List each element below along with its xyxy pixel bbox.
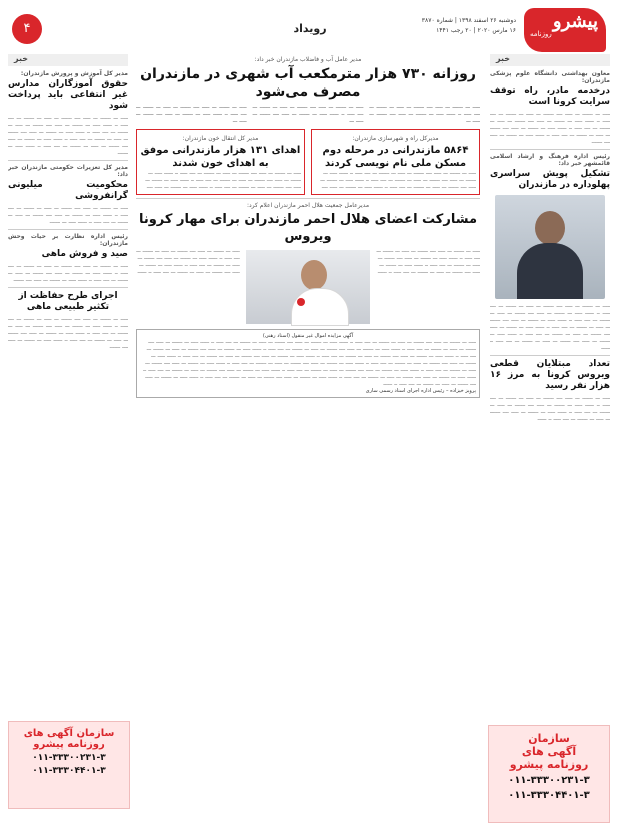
- legal-notice-signature: پرویز خیزاده – رئیس اداره اجرای اسناد رسمی ساری: [365, 388, 476, 394]
- box-housing: مدیرکل راه و شهرسازی مازندران: ۵۸۶۴ مازندرانی در مرحله دوم مسکن ملی نام نویسی کردند ـــــ ـــ ـــــــ ـــ ـــــ ــــ ـــــــ ـــ ـــــ ـــ ـــــــ ـــ ــــ ـــــ ــ ــــــ ـــــ ـــ ـــــــ ـــ ـــــ ــــ ـــــــ ـــ ـــــ ـــ ـــــــ ـــ ــــ ـــــ ــ ــــــ ـــــ ـــ ـــــــ ـــ ـــــ ــــ ـــــــ ـــ ـــــ ـــ ـــــــ ـــ ــــ ـــــ ــ ــــــ ـــــ ـــ ـــــــ ـــ ـــــ ــــ: [311, 129, 480, 195]
- right-story2-title: تشکیل پویش سراسری پهلوداره در مازندران: [490, 169, 610, 190]
- date-line-2: ۱۶ مارس ۲۰۲۰ | ۲۰ رجب ۱۴۴۱: [436, 27, 516, 34]
- right-ad-line-2: آگهی های: [521, 745, 577, 758]
- right-body-3: ـــــ ـــ ـــــــ ـــ ـــــ ــــ ـــــــ ـــ ـــــ ـــ ـــــــ ـــ ــــ ـــــ ــ ــــــ ـــــ ـــ ـــــــ ـــ ـــــ ــــ ـــــــ ـــ ـــــ ـــ ـــــــ ـــ ــــ ـــــ ــ ــــــ ـــــ ـــ ـــــــ ـــ ـــــ ــــ ـــــــ ـــ ـــــ ـــ ـــــــ ـــ ــــ ـــــ ــ ــــــ: [490, 395, 610, 422]
- left-body-2: ـــــ ـــ ـــــــ ـــ ـــــ ــــ ـــــــ ـــ ـــــ ـــ ـــــــ ـــ ــــ ـــــ ــ ــــــ ـــــ ـــ ـــــــ ـــ ـــــ ــــ ـــــــ ـــ ـــــ ـــ ـــــــ ـــ ــــ ـــــ ــ ــــــ ـــــ ـــ ـــــــ: [8, 205, 128, 225]
- right-story2-kicker: رئیس اداره فرهنگ و ارشاد اسلامی قائمشهر خبر داد:: [490, 153, 610, 167]
- logo-sub: روزنامه: [530, 30, 552, 38]
- left-kicker-1: مدیر کل آموزش و پرورش مازندران:: [20, 70, 128, 77]
- top-headline: روزانه ۷۳۰ هزار مترمکعب آب شهری در مازندران مصرف می‌شود: [140, 66, 476, 100]
- right-ad-line-3: روزنامه پیشرو: [509, 758, 589, 771]
- box-housing-kicker: مدیرکل راه و شهرسازی مازندران:: [352, 135, 439, 142]
- left-ad-line-2: روزنامه پیشرو: [33, 739, 105, 750]
- date-line-1: دوشنبه ۲۶ اسفند ۱۳۹۸ | شماره ۳۸۷۰: [421, 17, 516, 24]
- box-blood-kicker: مدیر کل انتقال خون مازندران:: [182, 135, 259, 142]
- left-headline-2: محکومیت میلیونی گرانفروشی: [8, 180, 128, 201]
- left-headline-1: حقوق آموزگاران مدارس غیر انتفاعی باید پرداخت شود: [8, 79, 128, 111]
- logo-main: پیشرو: [552, 11, 598, 32]
- left-headline-3: صید و فروش ماهی: [41, 249, 128, 259]
- top-body: ـــــ ـــ ـــــــ ـــ ـــــ ــــ ـــــــ ـــ ـــــ ـــ ـــــــ ـــ ــــ ـــــ ــ ــــــ ـــــ ـــ ـــــــ ـــ ـــــ ــــ ـــــــ ـــ ـــــ ـــ ـــــ ـــ ـــــــ ـــ ـــــ ــــ ـــــــ ـــ ـــــ ـــ ـــــــ ـــ ــــ ـــــ ــ ــــــ ـــــ ـــ ـــــــ ـــ ـــــ ــــ ـــــــ ـــ ـــــ ـــ ـــــ ـــ ـــــــ ـــ ـــــ ــــ ـــــــ ـــ ـــــ ـــ ـــــــ ـــ ــــ ـــــ ــ ــــــ ـــــ ـــ ـــــــ ـــ ـــــ ــــ ـــــــ ـــ ـــــ ـــ: [136, 104, 480, 124]
- page-number: ۴: [12, 14, 42, 44]
- right-story3-title: تعداد مبتلایان قطعی ویروس کرونا به مرز ۱۶ هزار نفر رسید: [490, 359, 610, 391]
- main-headline: مشارکت اعضای هلال احمر مازندران برای مهار کرونا ویروس: [138, 212, 478, 244]
- left-ad-phone-1: ۰۱۱-۳۳۳۰۰۲۳۱-۳: [32, 753, 106, 763]
- box-housing-headline: ۵۸۶۴ مازندرانی در مرحله دوم مسکن ملی نام نویسی کردند: [322, 145, 469, 169]
- left-ad-phone-2: ۰۱۱-۳۳۳۰۴۴۰۱-۳: [32, 766, 106, 776]
- right-headline: درخدمه مادر، راه توقف سرایت کرونا است: [490, 86, 610, 107]
- main-kicker: مدیرعامل جمعیت هلال احمر مازندران اعلام کرد:: [246, 202, 370, 209]
- left-tab-label: خبر: [14, 54, 29, 63]
- left-ad-line-1: سازمان آگهی های: [23, 728, 115, 739]
- right-body-1: ـــــ ـــ ـــــــ ـــ ـــــ ــــ ـــــــ ـــ ـــــ ـــ ـــــــ ـــ ــــ ـــــ ــ ــــــ ـــــ ـــ ـــــــ ـــ ـــــ ــــ ـــــــ ـــ ـــــ ـــ ـــــــ ـــ ــــ ـــــ ــ ــــــ ـــــ ـــ ـــــــ ـــ ـــــ ــــ ـــــــ ـــ ـــــ ـــ ـــــــ ـــ ــــ ـــــ ــ ــــــ ـــــ ـــ ـــــــ ـــ ـــــ ــــ ـــــــ: [490, 111, 610, 145]
- right-tab-label: خبر: [496, 54, 511, 63]
- left-body-3: ـــــ ـــ ـــــــ ـــ ـــــ ــــ ـــــــ ـــ ـــــ ـــ ـــــــ ـــ ــــ ـــــ ــ ــــــ ـــــ ـــ ـــــــ ـــ ـــــ ــــ ـــــــ ـــ ـــــ ـــ ـــــــ ـــ ــــ ـــــ ــ ــــــ ـــــ ـــ ـــــــ ـــ ـــــ ــــ ـــــــ: [8, 263, 128, 283]
- box-blood-headline: اهدای ۱۳۱ هزار مازندرانی موفق به اهدای خون شدند: [140, 145, 301, 169]
- legal-notice-title: آگهی مزایده اموال غیر منقول (اسناد رهنی): [262, 333, 354, 339]
- page-header: [0, 8, 620, 54]
- left-kicker-2: مدیر کل تعزیرات حکومتی مازندران خبر داد:: [8, 164, 128, 178]
- legal-notice-box: آگهی مزایده اموال غیر منقول (اسناد رهنی) ـــــ ـــ ـــــــ ـــ ـــــ ــــ ـــــــ ـــ ـــــ ـــ ـــــــ ـــ ــــ ـــــ ــ ــــــ ـــــ ـــ ـــــــ ـــ ـــــ ــــ ـــــــ ـــ ـــــ ـــ ـــــــ ـــ ــــ ـــــ ــ ــــــ ـــــ ـــ ـــــــ ـــ ـــــ ــــ ـــــــ ـــ ـــــ ـــ ـــــــ ـــ ــــ ـــــ ــ ــــــ ـــــ ـــ ـــــــ ـــ ـــــ ــــ ـــــــ ـــ ـــــ ـــ ـــــــ ـــ ــــ ـــــ ــ ــــــ ـــــ ـــ ـــــــ ـــ ـــــ ــــ ـــــــ ـــ ـــــ ـــ ـــــــ ـــ ــــ ـــــ ــ ــــــ ـــــ ـــ ـــــــ ـــ ـــــ ــــ ـــــــ ـــ ـــــ ـــ ـــــــ ـــ ــــ ـــــ ــ ــــــ ـــــ ـــ ـــــــ ـــ ـــــ ــــ ـــــــ ـــ ـــــ ـــ ـــــــ ـــ ــــ ـــــ ــ ــــــ ـــــ ـــ ـــــــ ـــ ـــــ ــــ ـــــــ ـــ ـــــ ـــ ـــــــ ـــ ــــ ـــــ ــ ــــــ ـــــ ـــ ـــــــ ـــ ـــــ ــــ ـــــــ ـــ ـــــ ـــ ـــــــ ـــ ــــ ـــــ ــ ــــــ ـــــ ـــ ـــــــ ـــ ـــــ ــــ ـــــــ ـــ ـــــ ـــ ـــــــ ـــ ــــ ـــــ ــ ــــــ ـــــ ـــ ـــــــ ـــ ـــــ ــــ ـــــــ ـــ ـــــ ـــ ـــــــ ـــ ــــ ـــــ ــ ــــــ ـــــ ـــ ـــــــ ـــ ـــــ ــــ ـــــــ ـــ ـــــ ـــ ـــــــ ـــ ــــ ـــــ ــ ــــــ ـــــ ـــ ـــــــ ـــ ـــــ ــــ ـــــــ ـــ ـــــ ـــ ـــــــ ـــ ــــ ـــــ ــ ــــــ ـــــ ـــ ـــــــ ـــ ـــــ ــــ ـــــــ ـــ ـــــ ـــ ـــــــ ـــ ــــ ـــــ ــ ــــــ ـــــ ـــ ـــــــ ـــ ـــــ ــــ ـــــــ ـــ ـــــ ـــ ـــــــ ـــ ــــ ـــــ ــ ــــــ پرویز خیزاده – رئیس اداره اجرای اسناد رسمی ساری: [136, 329, 480, 398]
- left-kicker-3: رئیس اداره نظارت بر حیات وحش مازندران:: [8, 233, 128, 247]
- left-column: [8, 54, 128, 717]
- right-tab: [490, 54, 610, 66]
- right-ad-line-1: سازمان: [528, 732, 570, 745]
- left-headline-4: اجرای طرح حفاظت از تکثیر طبیعی ماهی: [18, 291, 118, 312]
- right-column: [490, 54, 610, 817]
- left-ad-box: [8, 721, 130, 809]
- official-photo: [246, 250, 371, 324]
- center-area: [136, 54, 480, 817]
- top-kicker: مدیر عامل آب و فاضلاب مازندران خبر داد:: [254, 56, 362, 63]
- left-tab: [8, 54, 128, 66]
- official-portrait: [495, 195, 605, 299]
- section-title: رویداد: [293, 22, 327, 35]
- main-story: ـــــ ـــ ـــــــ ـــ ـــــ ــــ ـــــــ ـــ ـــــ ـــ ـــــــ ـــ ــــ ـــــ ــ ــــــ ـــــ ـــ ـــــــ ـــ ـــــ ــــ ـــــــ ـــ ـــــ ـــ ـــــــ ـــ ــــ ـــــ ــ ــــــ ـــــ ـــ ـــــــ ـــ ـــــ ــــ ـــــــ ـــ ـــــ ـــ ـــــــ ـــ ــــ ـــــ ــ ــــــ ـــــ ـــ ـــــــ ـــ ـــــ ــــ ـــــــ ـــ ـــــ ـــ ـــــــ ـــ ــــ ـــــ ــ ــــــ ـــــ ـــ ـــــــ ـــ ـــــ ــــ ـــــــ ـــ ـــــ ـــ ـــــــ ـــ ــــ ـــــ ــ ــــــ ـــــ ـــ ـــــــ ـــ ـــــ ــــ ـــــــ ـــ ـــــ ـــ ـــــــ ـــ ــــ ـــــ ــ ــــــ: [136, 248, 480, 326]
- right-ad-box: [488, 725, 610, 823]
- box-blood: مدیر کل انتقال خون مازندران: اهدای ۱۳۱ هزار مازندرانی موفق به اهدای خون شدند ـــــ ـــ ـــــــ ـــ ـــــ ــــ ـــــــ ـــ ـــــ ـــ ـــــــ ـــ ــــ ـــــ ــ ــــــ ـــــ ـــ ـــــــ ـــ ـــــ ــــ ـــــــ ـــ ـــــ ـــ ـــــــ ـــ ــــ ـــــ ــ ــــــ ـــــ ـــ ـــــــ ـــ ـــــ ــــ ـــــــ ـــ ـــــ ـــ ـــــــ ـــ ــــ ـــــ ــ ــــــ ـــــ ـــ ـــــــ ـــ ـــــ ــــ: [136, 129, 305, 195]
- right-ad-phone-1: ۰۱۱-۳۳۳۰۰۲۳۱-۳: [508, 775, 590, 786]
- left-body-4: ـــــ ـــ ـــــــ ـــ ـــــ ــــ ـــــــ ـــ ـــــ ـــ ـــــــ ـــ ــــ ـــــ ــ ــــــ ـــــ ـــ ـــــــ ـــ ـــــ ــــ ـــــــ ـــ ـــــ ـــ ـــــــ ـــ ــــ ـــــ ــ ــــــ ـــــ ـــ ـــــــ ـــ ـــــ ــــ ـــــــ ـــ ـــــ ـــ ـــــــ ـــ ــــ ـــــ ــ ــــــ ـــــ ـــ ـــــــ ـــ ـــــ ــــ ـــــــ: [8, 316, 128, 350]
- left-body-1: ـــــ ـــ ـــــــ ـــ ـــــ ــــ ـــــــ ـــ ـــــ ـــ ـــــــ ـــ ــــ ـــــ ــ ــــــ ـــــ ـــ ـــــــ ـــ ـــــ ــــ ـــــــ ـــ ـــــ ـــ ـــــــ ـــ ــــ ـــــ ــ ــــــ ـــــ ـــ ـــــــ ـــ ـــــ ــــ ـــــــ ـــ ـــــ ـــ ـــــــ ـــ ــــ ـــــ ــ ــــــ ـــــ ـــ ـــــــ ـــ ـــــ ــــ ـــــــ ـــ ـــــ ـــ ـــــــ ـــ ــــ ـــــ ــ ــــــ ـــــ ـــ ـــــــ: [8, 115, 128, 156]
- right-body-2: ـــــ ـــ ـــــــ ـــ ـــــ ــــ ـــــــ ـــ ـــــ ـــ ـــــــ ـــ ــــ ـــــ ــ ــــــ ـــــ ـــ ـــــــ ـــ ـــــ ــــ ـــــــ ـــ ـــــ ـــ ـــــــ ـــ ــــ ـــــ ــ ــــــ ـــــ ـــ ـــــــ ـــ ـــــ ــــ ـــــــ ـــ ـــــ ـــ ـــــــ ـــ ــــ ـــــ ــ ــــــ ـــــ ـــ ـــــــ ـــ ـــــ ــــ ـــــــ ـــ ـــــ ـــ ـــــــ ـــ ــــ ـــــ ــ ــــــ ـــــ ـــ ـــــــ ـــ ـــــ ــــ ـــــــ ـــ ـــــ ـــ ـــــــ ـــ ــــ ـــــ ــ ــــــ: [490, 303, 610, 351]
- right-ad-phone-2: ۰۱۱-۳۳۳۰۴۴۰۱-۳: [508, 790, 590, 801]
- right-kicker: معاون بهداشتی دانشگاه علوم پزشکی مازندران:: [490, 70, 610, 84]
- boxed-stories: [136, 129, 480, 195]
